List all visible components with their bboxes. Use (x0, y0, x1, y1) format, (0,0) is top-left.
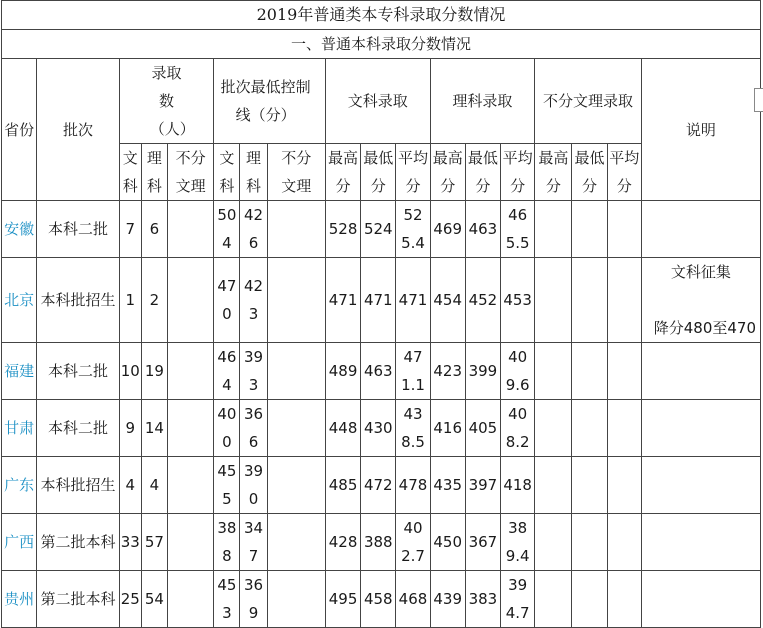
li-min: 383 (465, 571, 500, 628)
bufen-max (535, 571, 572, 628)
header-min: 最低分 (465, 144, 500, 201)
admit-wen: 25 (119, 571, 141, 628)
bufen-min (572, 343, 607, 400)
batch-cell: 本科批招生 (37, 457, 120, 514)
batch-cell: 本科二批 (37, 343, 120, 400)
bufen-avg (607, 571, 641, 628)
header-bufen: 不分文理 (168, 144, 214, 201)
admit-bufen (168, 343, 214, 400)
li-max: 450 (430, 514, 465, 571)
province-link[interactable]: 广东 (2, 457, 37, 514)
note-line-2: 降分480至470 (653, 319, 756, 337)
wen-min: 430 (361, 400, 396, 457)
header-wen: 文科 (119, 144, 141, 201)
bufen-max (535, 258, 572, 343)
batch-cell: 本科批招生 (37, 258, 120, 343)
admit-li: 4 (141, 457, 167, 514)
li-min: 397 (465, 457, 500, 514)
admit-wen: 4 (119, 457, 141, 514)
batch-cell: 第二批本科 (37, 571, 120, 628)
li-min: 367 (465, 514, 500, 571)
bufen-min (572, 201, 607, 258)
province-link[interactable]: 福建 (2, 343, 37, 400)
li-avg: 465.5 (501, 201, 535, 258)
wen-avg: 402.7 (396, 514, 430, 571)
note-cell (641, 400, 760, 457)
li-avg: 418 (501, 457, 535, 514)
control-wen: 388 (214, 514, 240, 571)
control-bufen (267, 400, 325, 457)
batch-cell: 本科二批 (37, 201, 120, 258)
wen-min: 472 (361, 457, 396, 514)
wen-max: 495 (325, 571, 360, 628)
control-bufen (267, 343, 325, 400)
bufen-max (535, 400, 572, 457)
li-max: 423 (430, 343, 465, 400)
li-min: 452 (465, 258, 500, 343)
bufen-min (572, 258, 607, 343)
province-link[interactable]: 甘肃 (2, 400, 37, 457)
control-bufen (267, 571, 325, 628)
control-li: 423 (240, 258, 267, 343)
wen-avg: 471 (396, 258, 430, 343)
control-wen: 504 (214, 201, 240, 258)
control-li: 369 (240, 571, 267, 628)
header-admit-count: 录取数（人） (119, 59, 214, 144)
li-min: 463 (465, 201, 500, 258)
admit-li: 54 (141, 571, 167, 628)
li-min: 399 (465, 343, 500, 400)
admit-bufen (168, 258, 214, 343)
wen-avg: 525.4 (396, 201, 430, 258)
li-max: 416 (430, 400, 465, 457)
header-avg: 平均分 (501, 144, 535, 201)
bufen-min (572, 400, 607, 457)
admit-li: 57 (141, 514, 167, 571)
bufen-max (535, 457, 572, 514)
wen-min: 471 (361, 258, 396, 343)
batch-cell: 第二批本科 (37, 514, 120, 571)
admit-li: 14 (141, 400, 167, 457)
wen-max: 471 (325, 258, 360, 343)
wen-max: 489 (325, 343, 360, 400)
control-bufen (267, 457, 325, 514)
admit-bufen (168, 457, 214, 514)
header-wen: 文科 (214, 144, 240, 201)
note-cell (641, 258, 760, 343)
section-title: 一、普通本科录取分数情况 (2, 30, 761, 59)
bufen-min (572, 571, 607, 628)
wen-min: 458 (361, 571, 396, 628)
li-max: 454 (430, 258, 465, 343)
bufen-max (535, 514, 572, 571)
header-science: 理科录取 (430, 59, 535, 144)
wen-max: 528 (325, 201, 360, 258)
note-cell (641, 343, 760, 400)
control-wen: 400 (214, 400, 240, 457)
admit-wen: 33 (119, 514, 141, 571)
bufen-avg (607, 400, 641, 457)
li-avg: 453 (501, 258, 535, 343)
admit-bufen (168, 400, 214, 457)
header-li: 理科 (141, 144, 167, 201)
li-avg: 389.4 (501, 514, 535, 571)
wen-avg: 471.1 (396, 343, 430, 400)
control-li: 390 (240, 457, 267, 514)
bufen-avg (607, 343, 641, 400)
header-undivided: 不分文理录取 (535, 59, 642, 144)
table-row (2, 201, 761, 258)
control-li: 393 (240, 343, 267, 400)
admit-li: 6 (141, 201, 167, 258)
wen-avg: 468 (396, 571, 430, 628)
scroll-tab[interactable] (754, 88, 763, 112)
admit-wen: 9 (119, 400, 141, 457)
header-avg: 平均分 (607, 144, 641, 201)
province-link[interactable]: 广西 (2, 514, 37, 571)
table-row (2, 400, 761, 457)
table-row (2, 343, 761, 400)
wen-min: 524 (361, 201, 396, 258)
header-max: 最高分 (325, 144, 360, 201)
header-province: 省份 (2, 59, 37, 201)
header-avg: 平均分 (396, 144, 430, 201)
control-li: 347 (240, 514, 267, 571)
note-cell (641, 201, 760, 258)
admit-bufen (168, 514, 214, 571)
province-link[interactable]: 北京 (2, 258, 37, 343)
bufen-avg (607, 258, 641, 343)
header-bufen: 不分文理 (267, 144, 325, 201)
note-line-1: 文科征集 (670, 263, 731, 281)
bufen-avg (607, 457, 641, 514)
admit-wen: 1 (119, 258, 141, 343)
control-wen: 464 (214, 343, 240, 400)
li-avg: 409.6 (501, 343, 535, 400)
control-bufen (267, 514, 325, 571)
header-li: 理科 (240, 144, 267, 201)
li-avg: 408.2 (501, 400, 535, 457)
table-row (2, 457, 761, 514)
table-row (2, 514, 761, 571)
batch-cell: 本科二批 (37, 400, 120, 457)
table-row (2, 258, 761, 343)
header-min: 最低分 (572, 144, 607, 201)
wen-avg: 478 (396, 457, 430, 514)
control-wen: 453 (214, 571, 240, 628)
wen-max: 448 (325, 400, 360, 457)
header-max: 最高分 (430, 144, 465, 201)
bufen-avg (607, 201, 641, 258)
bufen-avg (607, 514, 641, 571)
control-li: 366 (240, 400, 267, 457)
bufen-min (572, 457, 607, 514)
table-row (2, 571, 761, 628)
bufen-min (572, 514, 607, 571)
province-link[interactable]: 安徽 (2, 201, 37, 258)
li-min: 405 (465, 400, 500, 457)
control-wen: 470 (214, 258, 240, 343)
wen-min: 463 (361, 343, 396, 400)
province-link[interactable]: 贵州 (2, 571, 37, 628)
admit-wen: 10 (119, 343, 141, 400)
control-bufen (267, 258, 325, 343)
li-avg: 394.7 (501, 571, 535, 628)
li-max: 439 (430, 571, 465, 628)
bufen-max (535, 201, 572, 258)
wen-min: 388 (361, 514, 396, 571)
wen-max: 485 (325, 457, 360, 514)
header-batch: 批次 (37, 59, 120, 201)
header-max: 最高分 (535, 144, 572, 201)
header-control-line: 批次最低控制线（分） (214, 59, 326, 144)
score-table (1, 0, 761, 628)
admit-bufen (168, 201, 214, 258)
admit-li: 2 (141, 258, 167, 343)
bufen-max (535, 343, 572, 400)
note-cell (641, 457, 760, 514)
li-max: 469 (430, 201, 465, 258)
note-cell (641, 514, 760, 571)
header-min: 最低分 (361, 144, 396, 201)
admit-bufen (168, 571, 214, 628)
li-max: 435 (430, 457, 465, 514)
header-liberal: 文科录取 (325, 59, 430, 144)
control-wen: 455 (214, 457, 240, 514)
note-cell (641, 571, 760, 628)
table-title: 2019年普通类本专科录取分数情况 (2, 1, 761, 30)
control-li: 426 (240, 201, 267, 258)
header-note: 说明 (641, 59, 760, 201)
wen-avg: 438.5 (396, 400, 430, 457)
admit-wen: 7 (119, 201, 141, 258)
control-bufen (267, 201, 325, 258)
admit-li: 19 (141, 343, 167, 400)
wen-max: 428 (325, 514, 360, 571)
